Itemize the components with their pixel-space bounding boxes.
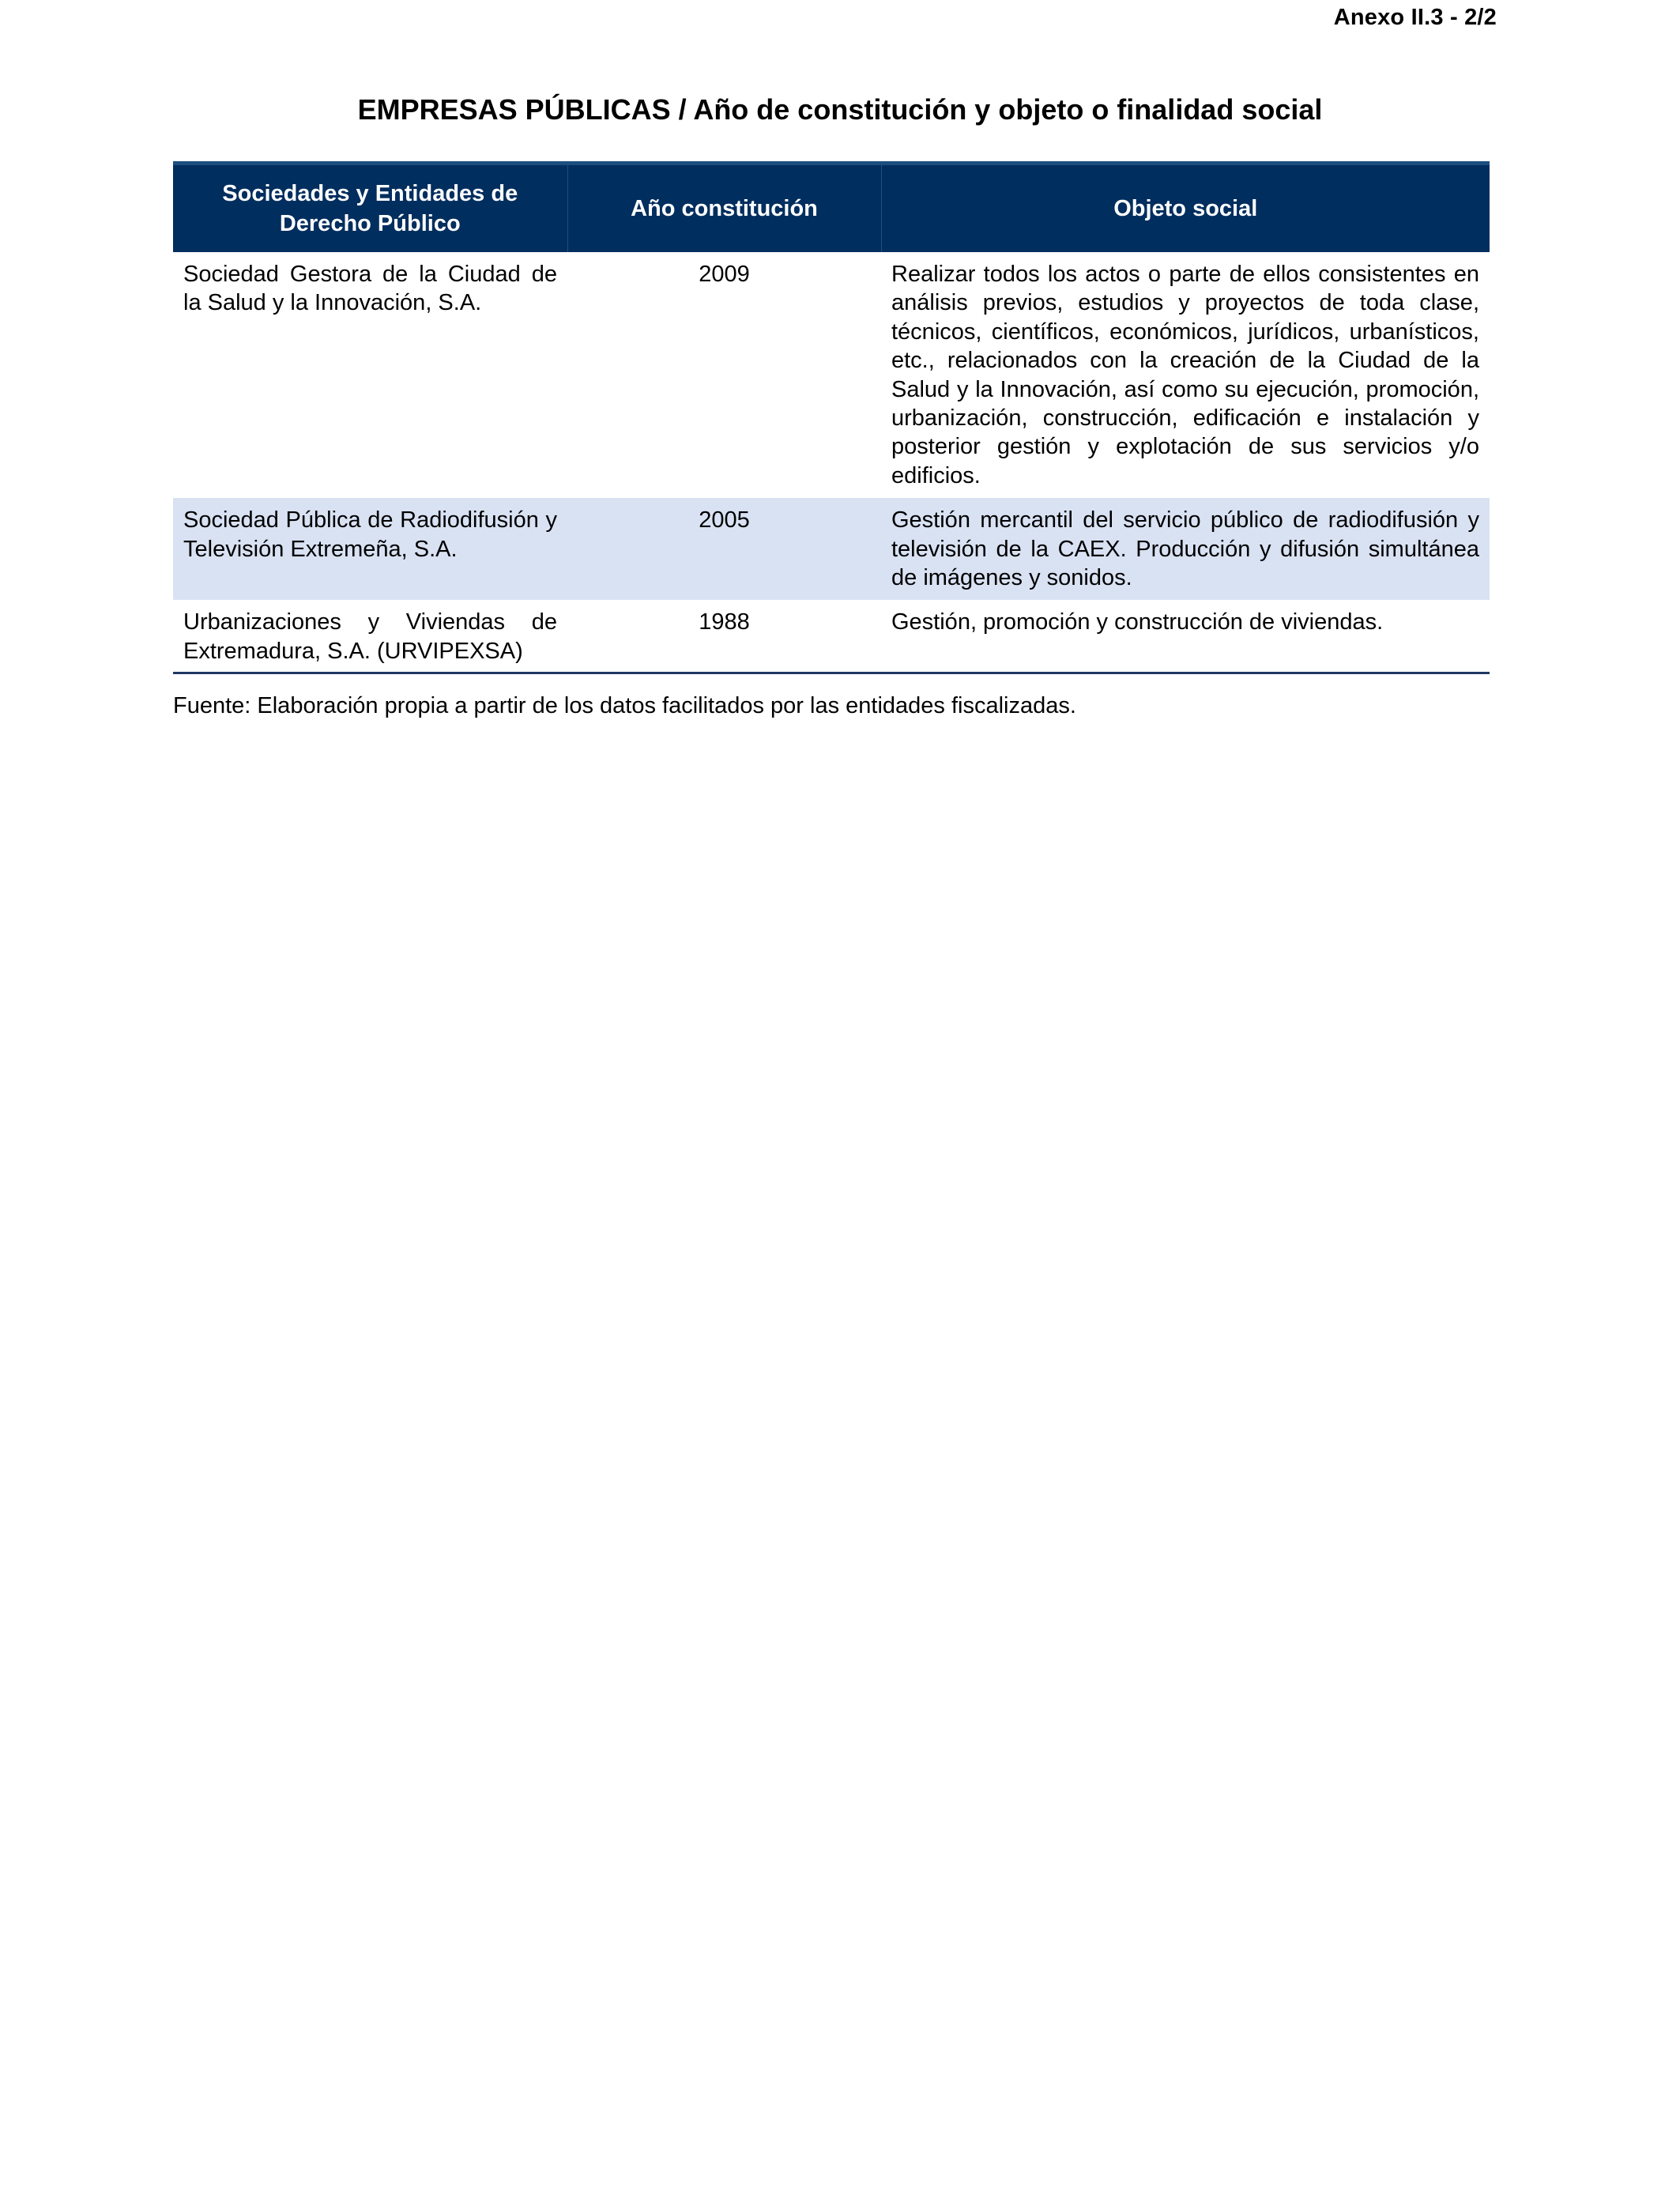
column-header-year: Año constitución [567, 164, 881, 253]
entity-cell: Sociedad Gestora de la Ciudad de la Salud y la Innovación, S.A. [183, 262, 557, 316]
document-title: EMPRESAS PÚBLICAS / Año de constitución y objeto o finalidad social [357, 93, 1323, 126]
table-row [173, 252, 1490, 498]
table-body [173, 252, 1490, 673]
column-header-entity: Sociedades y Entidades de Derecho Público [173, 164, 567, 253]
purpose-cell: Realizar todos los actos o parte de ellos consistentes en análisis previos, estudios y proyectos de toda clase, técnicos, científicos, económicos, jurídicos, urbanísticos, etc., relacionados con la creación de la Ciudad de la Salud y la Innovación, así como su ejecución, promoción, urbanización, construcción, edificación e instalación y posterior gestión y explotación de sus servicios y/o edificios. [891, 262, 1479, 488]
year-cell: 2009 [699, 262, 750, 287]
purpose-cell: Gestión, promoción y construcción de viviendas. [881, 600, 1490, 673]
header-row [173, 164, 1490, 253]
table-header [173, 164, 1490, 253]
year-cell: 2005 [567, 498, 881, 600]
entity-cell: Urbanizaciones y Viviendas de Extremadura, S.A. (URVIPEXSA) [173, 600, 567, 673]
companies-table [173, 161, 1490, 674]
source-note: Fuente: Elaboración propia a partir de los datos facilitados por las entidades fiscalizadas. [173, 693, 1076, 718]
entity-cell: Sociedad Pública de Radiodifusión y Televisión Extremeña, S.A. [173, 498, 567, 600]
purpose-cell: Gestión mercantil del servicio público de radiodifusión y televisión de la CAEX. Producción y difusión simultánea de imágenes y sonidos. [881, 498, 1490, 600]
companies-table-container [173, 161, 1490, 674]
table-row [173, 498, 1490, 600]
column-header-purpose: Objeto social [881, 164, 1490, 253]
year-cell: 1988 [567, 600, 881, 673]
annex-label: Anexo II.3 - 2/2 [1333, 5, 1497, 30]
table-row [173, 600, 1490, 673]
